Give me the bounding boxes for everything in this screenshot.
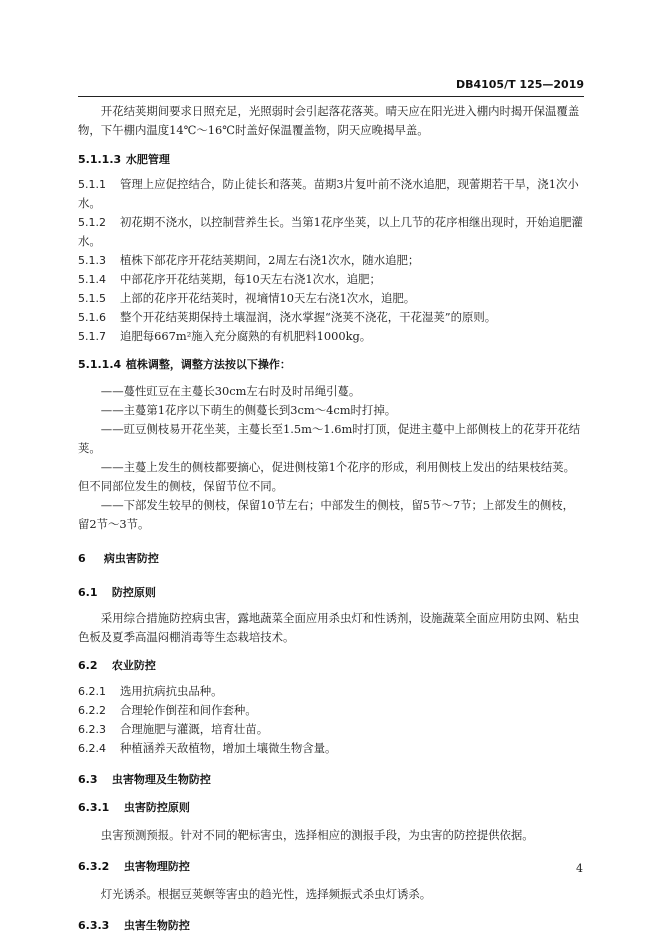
list-item: 6.2.1 选用抗病抗虫品种。 bbox=[78, 684, 223, 698]
section-title: 虫害物理及生物防控 bbox=[111, 773, 211, 786]
dash-item: ——主蔓上发生的侧枝都要摘心，促进侧枝第1个花序的形成，利用侧枝上发出的结果枝结荚。但不同部位发生的侧枝，保留节位不同。 bbox=[78, 460, 576, 493]
section-title: 农业防控 bbox=[111, 659, 156, 672]
section-6-3-1-text: 虫害预测预报。针对不同的靶标害虫，选择相应的测报手段，为虫害的防控提供依据。 bbox=[100, 828, 534, 842]
section-6-3-2-heading bbox=[78, 858, 584, 874]
section-number: 6.3.3 bbox=[78, 919, 110, 932]
section-number: 5.1.1.4 bbox=[78, 358, 122, 371]
list-item: 5.1.4 中部花序开花结荚期，每10天左右浇1次水，追肥； bbox=[78, 272, 381, 286]
section-number: 6 bbox=[78, 552, 86, 565]
section-title: 病虫害防控 bbox=[103, 552, 159, 565]
list-item: 5.1.7 追肥每667m²施入充分腐熟的有机肥料1000kg。 bbox=[78, 329, 372, 343]
section-number: 6.1 bbox=[78, 586, 98, 599]
intro-paragraph: 开花结荚期间要求日照充足，光照弱时会引起落花落荚。晴天应在阳光进入棚内时揭开保温覆盖物，下午棚内温度14℃～16℃时盖好保温覆盖物，阴天应晚揭早盖。 bbox=[78, 104, 580, 137]
section-6-3-1-heading bbox=[78, 799, 584, 815]
section-title: 植株调整，调整方法按以下操作： bbox=[125, 358, 291, 371]
list-item: 5.1.6 整个开花结荚期保持土壤湿润，浇水掌握“浇荚不浇花，干花湿荚”的原则。 bbox=[78, 310, 497, 324]
section-6-1-heading bbox=[78, 584, 584, 600]
list-item: 5.1.2 初花期不浇水，以控制营养生长。当第1花序坐荚，以上几节的花序相继出现时，开始追肥灌水。 bbox=[78, 215, 583, 248]
section-number: 6.2 bbox=[78, 659, 98, 672]
section-6-1-text: 采用综合措施防控病虫害，露地蔬菜全面应用杀虫灯和性诱剂，设施蔬菜全面应用防虫网、粘虫色板及夏季高温闷棚消毒等生态栽培技术。 bbox=[78, 611, 580, 644]
section-6-3-3-heading bbox=[78, 917, 584, 933]
list-item: 5.1.5 上部的花序开花结荚时，视墒情10天左右浇1次水，追肥。 bbox=[78, 291, 416, 305]
section-5-1-1-3-heading bbox=[78, 151, 584, 167]
agricultural-control-list bbox=[78, 682, 584, 758]
water-fertilizer-list bbox=[78, 175, 584, 346]
dash-item: ——下部发生较早的侧枝，保留10节左右；中部发生的侧枝，留5节～7节；上部发生的侧枝，留2节～3节。 bbox=[78, 498, 575, 531]
dash-item: ——蔓性豇豆在主蔓长30cm左右时及时吊绳引蔓。 bbox=[100, 384, 361, 398]
section-6-2-heading bbox=[78, 657, 584, 673]
document-code: DB4105/T 125—2019 bbox=[455, 78, 584, 91]
section-title: 防控原则 bbox=[111, 586, 156, 599]
page-number: 4 bbox=[576, 862, 583, 875]
list-item: 6.2.4 种植涵养天敌植物，增加土壤微生物含量。 bbox=[78, 741, 337, 755]
list-item: 6.2.2 合理轮作倒茬和间作套种。 bbox=[78, 703, 257, 717]
chapter-6-heading bbox=[78, 550, 584, 566]
section-title: 虫害生物防控 bbox=[123, 919, 190, 932]
section-number: 6.3.2 bbox=[78, 860, 110, 873]
section-6-3-2-text: 灯光诱杀。根据豆荚螟等害虫的趋光性，选择频振式杀虫灯诱杀。 bbox=[100, 887, 432, 901]
section-number: 6.3 bbox=[78, 773, 98, 786]
section-title: 虫害防控原则 bbox=[123, 801, 190, 814]
section-5-1-1-4-heading bbox=[78, 356, 584, 372]
dash-item: ——豇豆侧枝易开花坐荚，主蔓长至1.5m～1.6m时打顶，促进主蔓中上部侧枝上的花芽开花结荚。 bbox=[78, 422, 581, 455]
plant-adjustment-list bbox=[78, 382, 584, 534]
section-number: 6.3.1 bbox=[78, 801, 110, 814]
list-item: 5.1.1 管理上应促控结合，防止徒长和落荚。苗期3片复叶前不浇水追肥，现蕾期若干旱，浇1次小水。 bbox=[78, 177, 579, 210]
section-number: 5.1.1.3 bbox=[78, 153, 122, 166]
list-item: 5.1.3 植株下部花序开花结荚期间，2周左右浇1次水，随水追肥； bbox=[78, 253, 420, 267]
section-6-3-heading bbox=[78, 771, 584, 787]
dash-item: ——主蔓第1花序以下萌生的侧蔓长到3cm～4cm时打掉。 bbox=[100, 403, 397, 417]
list-item: 6.2.3 合理施肥与灌溉，培育壮苗。 bbox=[78, 722, 269, 736]
section-title: 虫害物理防控 bbox=[123, 860, 190, 873]
document-body bbox=[78, 96, 584, 933]
section-title: 水肥管理 bbox=[125, 153, 170, 166]
